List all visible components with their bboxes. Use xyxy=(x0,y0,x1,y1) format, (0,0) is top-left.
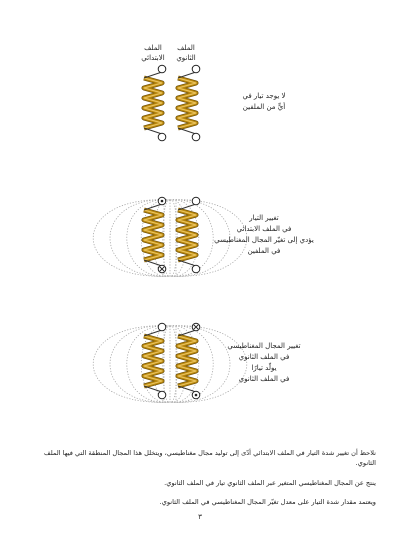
diagram2-caption-line3: يؤدي إلى تغيّر المجال المغناطيسي xyxy=(214,236,314,244)
terminal-circle xyxy=(158,391,166,399)
coil-lead xyxy=(178,260,196,266)
diagram2-caption-line1: تغيير التيار xyxy=(249,214,279,222)
terminal-circle xyxy=(158,323,166,331)
secondary-coil-label-line2: الثانوي xyxy=(176,54,196,62)
diagram1-caption-line1: لا يوجد تيار في xyxy=(242,92,286,100)
diagram3-caption-line3: يولّد تيارًا xyxy=(251,364,277,372)
coil-lead xyxy=(178,330,196,336)
diagram-secondary-induced-current xyxy=(93,323,300,402)
primary-coil-label-line1: الملف xyxy=(144,44,162,52)
diagram3-caption-line4: في الملف الثانوي xyxy=(238,375,290,383)
coil-lead xyxy=(144,72,162,78)
coil-lead xyxy=(178,72,196,78)
terminal-circle xyxy=(158,65,166,73)
diagram-primary-current-change xyxy=(93,197,314,276)
diagram1-caption-line2: أيٍّ من الملفين xyxy=(242,103,286,111)
field-line xyxy=(110,326,170,403)
diagram-no-current xyxy=(141,44,285,141)
coil-pair xyxy=(144,197,200,273)
secondary-coil-label-line1: الملف xyxy=(177,44,195,52)
coil-lead xyxy=(144,386,162,392)
current-dot-icon xyxy=(161,200,164,203)
paragraph-3: ويعتمد مقدار شدة التيار على معدل تغيّر المجال المغناطيسي في الملف الثانوي. xyxy=(159,498,376,506)
coil-lead xyxy=(144,260,162,266)
paragraph-1: نلاحظ أن تغيير شدة التيار في الملف الابتدائي أدّى إلى توليد مجال مغناطيسي، ويتخلل هذا المجال المنطقة التي فيها الملف الثانوي. xyxy=(43,449,376,467)
diagram3-caption-line1: تغيير المجال المغناطيسي xyxy=(227,342,301,350)
terminal-circle xyxy=(192,133,200,141)
terminal-circle xyxy=(158,133,166,141)
terminal-circle xyxy=(192,197,200,205)
magnetic-field-lines xyxy=(93,326,247,403)
terminal-circle xyxy=(192,265,200,273)
primary-coil-label-line2: الابتدائي xyxy=(141,54,165,62)
coil-lead xyxy=(144,128,162,134)
coil-lead xyxy=(178,204,196,210)
page-number: ٣ xyxy=(198,513,202,521)
coil-lead xyxy=(178,386,196,392)
coil-pair xyxy=(144,323,200,399)
paragraph-2: ينتج عن المجال المغناطيسي المتغير عبر الملف الثانوي تيار في الملف الثانوي. xyxy=(164,479,376,487)
coil-pair xyxy=(144,65,200,141)
coil-lead xyxy=(144,204,162,210)
field-line xyxy=(110,200,170,277)
coil-lead xyxy=(144,330,162,336)
diagram2-caption-line4: في الملفين xyxy=(247,247,281,255)
coil-lead xyxy=(178,128,196,134)
diagram3-caption-line2: في الملف الثانوي xyxy=(238,353,290,361)
terminal-circle xyxy=(192,65,200,73)
current-dot-icon xyxy=(195,394,198,397)
diagram2-caption-line2: في الملف الابتدائي xyxy=(236,225,292,233)
